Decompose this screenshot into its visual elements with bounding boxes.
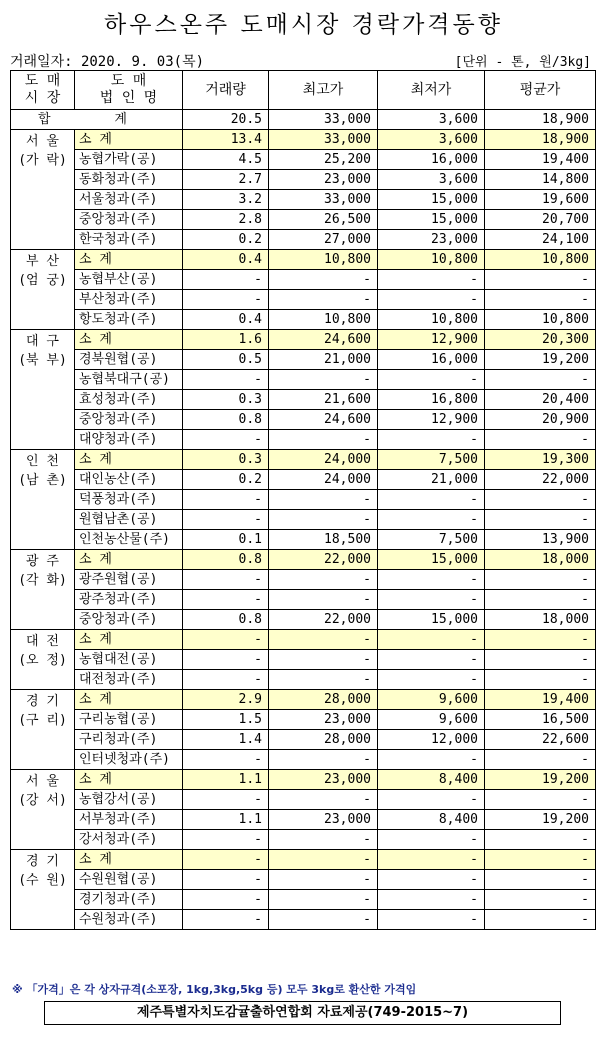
cell-avg: - xyxy=(485,570,596,590)
cell-max: 22,000 xyxy=(269,610,378,630)
table-row xyxy=(11,750,596,770)
cell-min: 12,000 xyxy=(378,730,485,750)
cell-max: - xyxy=(269,890,378,910)
corp-name: 덕풍청과(주) xyxy=(75,490,183,510)
market-name xyxy=(11,770,75,850)
total-avg: 18,900 xyxy=(485,110,596,130)
cell-volume: 1.1 xyxy=(183,770,269,790)
cell-avg: 22,600 xyxy=(485,730,596,750)
cell-volume: - xyxy=(183,510,269,530)
cell-min: - xyxy=(378,750,485,770)
table-row xyxy=(11,230,596,250)
cell-avg: 19,200 xyxy=(485,350,596,370)
corp-name: 소 계 xyxy=(75,450,183,470)
corp-name: 대양청과(주) xyxy=(75,430,183,450)
cell-volume: - xyxy=(183,290,269,310)
table-row xyxy=(11,610,596,630)
market-name-line: 서 울 xyxy=(26,774,59,789)
cell-max: 23,000 xyxy=(269,810,378,830)
cell-min: 15,000 xyxy=(378,550,485,570)
cell-min: - xyxy=(378,510,485,530)
cell-avg: - xyxy=(485,370,596,390)
market-name-line: 부 산 xyxy=(26,254,59,269)
cell-avg: 18,000 xyxy=(485,610,596,630)
cell-avg: - xyxy=(485,910,596,930)
cell-max: - xyxy=(269,490,378,510)
corp-name: 구리청과(주) xyxy=(75,730,183,750)
table-row xyxy=(11,510,596,530)
cell-min: - xyxy=(378,370,485,390)
table-row xyxy=(11,390,596,410)
cell-min: - xyxy=(378,670,485,690)
cell-volume: 0.5 xyxy=(183,350,269,370)
cell-min: 12,900 xyxy=(378,330,485,350)
table-row xyxy=(11,170,596,190)
market-name-line: 광 주 xyxy=(26,554,59,569)
cell-volume: 0.1 xyxy=(183,530,269,550)
cell-min: 9,600 xyxy=(378,710,485,730)
corp-name: 소 계 xyxy=(75,250,183,270)
cell-min: 8,400 xyxy=(378,770,485,790)
table-row xyxy=(11,650,596,670)
cell-min: - xyxy=(378,590,485,610)
subtotal-row xyxy=(11,130,596,150)
page-title: 하우스온주 도매시장 경락가격동향 xyxy=(104,12,503,38)
cell-max: - xyxy=(269,370,378,390)
cell-min: 10,800 xyxy=(378,250,485,270)
cell-min: - xyxy=(378,850,485,870)
cell-avg: 20,400 xyxy=(485,390,596,410)
cell-avg: 22,000 xyxy=(485,470,596,490)
cell-volume: 1.1 xyxy=(183,810,269,830)
table-row xyxy=(11,190,596,210)
header-corp-line2: 법 인 명 xyxy=(99,90,158,106)
cell-avg: - xyxy=(485,850,596,870)
cell-min: - xyxy=(378,270,485,290)
cell-avg: 20,300 xyxy=(485,330,596,350)
cell-min: 8,400 xyxy=(378,810,485,830)
cell-max: - xyxy=(269,290,378,310)
cell-min: 3,600 xyxy=(378,170,485,190)
cell-max: - xyxy=(269,630,378,650)
cell-volume: 1.6 xyxy=(183,330,269,350)
cell-avg: - xyxy=(485,590,596,610)
cell-min: 10,800 xyxy=(378,310,485,330)
corp-name: 대인농산(주) xyxy=(75,470,183,490)
cell-max: - xyxy=(269,870,378,890)
market-name-line: (강 서) xyxy=(18,793,67,808)
cell-avg: 19,600 xyxy=(485,190,596,210)
table-row xyxy=(11,490,596,510)
data-source: 제주특별자치도감귤출하연합회 자료제공(749-2015~7) xyxy=(44,1001,561,1025)
cell-volume: 2.9 xyxy=(183,690,269,710)
table-row xyxy=(11,790,596,810)
cell-volume: - xyxy=(183,790,269,810)
cell-volume: 0.3 xyxy=(183,390,269,410)
total-max: 33,000 xyxy=(269,110,378,130)
cell-max: 23,000 xyxy=(269,710,378,730)
table-row xyxy=(11,350,596,370)
cell-avg: 19,400 xyxy=(485,690,596,710)
market-name-line: (오 정) xyxy=(18,653,67,668)
corp-name: 경기청과(주) xyxy=(75,890,183,910)
market-name-line: 서 울 xyxy=(26,134,59,149)
cell-min: 15,000 xyxy=(378,610,485,630)
cell-max: - xyxy=(269,850,378,870)
corp-name: 광주원협(공) xyxy=(75,570,183,590)
corp-name: 농협강서(공) xyxy=(75,790,183,810)
cell-max: 10,800 xyxy=(269,250,378,270)
cell-volume: - xyxy=(183,570,269,590)
table-row xyxy=(11,710,596,730)
cell-max: 24,000 xyxy=(269,470,378,490)
table-row xyxy=(11,590,596,610)
corp-name: 강서청과(주) xyxy=(75,830,183,850)
market-name-line: (가 락) xyxy=(18,153,67,168)
table-row xyxy=(11,370,596,390)
cell-min: - xyxy=(378,830,485,850)
cell-min: 15,000 xyxy=(378,210,485,230)
cell-max: - xyxy=(269,510,378,530)
cell-max: 33,000 xyxy=(269,130,378,150)
total-row xyxy=(11,110,596,130)
corp-name: 중앙청과(주) xyxy=(75,610,183,630)
table-row xyxy=(11,470,596,490)
corp-name: 소 계 xyxy=(75,550,183,570)
corp-name: 농협부산(공) xyxy=(75,270,183,290)
corp-name: 수원원협(공) xyxy=(75,870,183,890)
corp-name: 농협북대구(공) xyxy=(75,370,183,390)
cell-volume: - xyxy=(183,870,269,890)
cell-avg: - xyxy=(485,870,596,890)
corp-name: 소 계 xyxy=(75,130,183,150)
corp-name: 경북원협(공) xyxy=(75,350,183,370)
table-row xyxy=(11,430,596,450)
cell-volume: - xyxy=(183,590,269,610)
corp-name: 구리농협(공) xyxy=(75,710,183,730)
cell-max: - xyxy=(269,790,378,810)
cell-max: 21,000 xyxy=(269,350,378,370)
cell-volume: 1.4 xyxy=(183,730,269,750)
cell-volume: - xyxy=(183,670,269,690)
cell-volume: 4.5 xyxy=(183,150,269,170)
market-name-line: (구 리) xyxy=(18,713,67,728)
table-row xyxy=(11,910,596,930)
cell-min: 7,500 xyxy=(378,530,485,550)
subtotal-row xyxy=(11,850,596,870)
corp-name: 소 계 xyxy=(75,690,183,710)
unit-label: [단위 - 톤, 원/3kg] xyxy=(454,55,591,70)
header-row xyxy=(11,71,596,110)
cell-min: - xyxy=(378,430,485,450)
total-label: 합 계 xyxy=(11,110,183,130)
cell-min: 16,000 xyxy=(378,150,485,170)
cell-min: - xyxy=(378,650,485,670)
total-volume: 20.5 xyxy=(183,110,269,130)
cell-max: - xyxy=(269,570,378,590)
cell-volume: 0.2 xyxy=(183,230,269,250)
cell-volume: - xyxy=(183,910,269,930)
cell-max: 27,000 xyxy=(269,230,378,250)
cell-avg: 16,500 xyxy=(485,710,596,730)
cell-avg: - xyxy=(485,270,596,290)
cell-max: - xyxy=(269,670,378,690)
corp-name: 인천농산물(주) xyxy=(75,530,183,550)
cell-max: - xyxy=(269,430,378,450)
corp-name: 소 계 xyxy=(75,630,183,650)
cell-min: 9,600 xyxy=(378,690,485,710)
cell-avg: - xyxy=(485,510,596,530)
cell-volume: 0.4 xyxy=(183,310,269,330)
subtotal-row xyxy=(11,690,596,710)
table-row xyxy=(11,150,596,170)
table-row xyxy=(11,830,596,850)
table-row xyxy=(11,410,596,430)
cell-max: 28,000 xyxy=(269,690,378,710)
cell-avg: 19,200 xyxy=(485,770,596,790)
corp-name: 대전청과(주) xyxy=(75,670,183,690)
cell-avg: - xyxy=(485,490,596,510)
corp-name: 인터넷청과(주) xyxy=(75,750,183,770)
header-max: 최고가 xyxy=(269,71,378,110)
cell-max: 21,600 xyxy=(269,390,378,410)
cell-avg: - xyxy=(485,290,596,310)
subtotal-row xyxy=(11,450,596,470)
cell-volume: - xyxy=(183,370,269,390)
cell-max: 22,000 xyxy=(269,550,378,570)
cell-max: - xyxy=(269,650,378,670)
market-name xyxy=(11,330,75,450)
cell-max: 28,000 xyxy=(269,730,378,750)
cell-avg: 18,900 xyxy=(485,130,596,150)
corp-name: 중앙청과(주) xyxy=(75,410,183,430)
cell-avg: 24,100 xyxy=(485,230,596,250)
cell-max: 33,000 xyxy=(269,190,378,210)
subtotal-row xyxy=(11,250,596,270)
cell-min: 7,500 xyxy=(378,450,485,470)
subtotal-row xyxy=(11,770,596,790)
cell-volume: - xyxy=(183,850,269,870)
cell-avg: - xyxy=(485,890,596,910)
cell-volume: - xyxy=(183,270,269,290)
cell-max: 23,000 xyxy=(269,170,378,190)
header-avg: 평균가 xyxy=(485,71,596,110)
corp-name: 광주청과(주) xyxy=(75,590,183,610)
trade-date: 거래일자: 2020. 9. 03(목) xyxy=(10,54,205,70)
market-name xyxy=(11,450,75,550)
corp-name: 농협대전(공) xyxy=(75,650,183,670)
market-name xyxy=(11,550,75,630)
table-row xyxy=(11,810,596,830)
market-name xyxy=(11,250,75,330)
cell-min: - xyxy=(378,790,485,810)
cell-min: - xyxy=(378,290,485,310)
market-name-line: 대 구 xyxy=(26,334,59,349)
cell-min: 23,000 xyxy=(378,230,485,250)
corp-name: 소 계 xyxy=(75,330,183,350)
cell-avg: - xyxy=(485,630,596,650)
cell-volume: 2.7 xyxy=(183,170,269,190)
cell-max: 24,000 xyxy=(269,450,378,470)
corp-name: 부산청과(주) xyxy=(75,290,183,310)
cell-volume: - xyxy=(183,830,269,850)
market-name-line: 경 기 xyxy=(26,694,59,709)
table-row xyxy=(11,570,596,590)
cell-volume: 0.8 xyxy=(183,410,269,430)
market-name-line: 인 천 xyxy=(26,454,59,469)
cell-max: 10,800 xyxy=(269,310,378,330)
header-market xyxy=(11,71,75,110)
cell-avg: - xyxy=(485,650,596,670)
cell-avg: 19,200 xyxy=(485,810,596,830)
table-row xyxy=(11,210,596,230)
cell-max: - xyxy=(269,910,378,930)
cell-min: - xyxy=(378,630,485,650)
cell-volume: - xyxy=(183,490,269,510)
cell-max: - xyxy=(269,830,378,850)
cell-avg: 19,400 xyxy=(485,150,596,170)
cell-max: 18,500 xyxy=(269,530,378,550)
header-corp xyxy=(75,71,183,110)
corp-name: 원협남촌(공) xyxy=(75,510,183,530)
table-row xyxy=(11,270,596,290)
subtotal-row xyxy=(11,330,596,350)
cell-avg: - xyxy=(485,430,596,450)
cell-avg: 10,800 xyxy=(485,310,596,330)
cell-avg: - xyxy=(485,830,596,850)
market-name-line: (북 부) xyxy=(18,353,67,368)
header-min: 최저가 xyxy=(378,71,485,110)
cell-volume: - xyxy=(183,630,269,650)
header-market-line2: 시 장 xyxy=(24,90,61,106)
cell-volume: 13.4 xyxy=(183,130,269,150)
cell-volume: 0.4 xyxy=(183,250,269,270)
subtotal-row xyxy=(11,630,596,650)
table-row xyxy=(11,290,596,310)
corp-name: 한국청과(주) xyxy=(75,230,183,250)
cell-volume: - xyxy=(183,750,269,770)
table-row xyxy=(11,310,596,330)
cell-min: 16,800 xyxy=(378,390,485,410)
market-name xyxy=(11,630,75,690)
cell-avg: 19,300 xyxy=(485,450,596,470)
cell-min: - xyxy=(378,890,485,910)
cell-min: - xyxy=(378,870,485,890)
cell-max: - xyxy=(269,750,378,770)
cell-max: - xyxy=(269,590,378,610)
market-name-line: (각 화) xyxy=(18,573,67,588)
cell-avg: - xyxy=(485,750,596,770)
market-name-line: (수 원) xyxy=(18,873,67,888)
cell-max: 23,000 xyxy=(269,770,378,790)
cell-max: 26,500 xyxy=(269,210,378,230)
market-name-line: (남 촌) xyxy=(18,473,67,488)
corp-name: 농협가락(공) xyxy=(75,150,183,170)
corp-name: 소 계 xyxy=(75,850,183,870)
cell-volume: - xyxy=(183,890,269,910)
cell-volume: - xyxy=(183,430,269,450)
cell-volume: 1.5 xyxy=(183,710,269,730)
table-row xyxy=(11,890,596,910)
header-market-line1: 도 매 xyxy=(24,73,61,89)
cell-avg: 18,000 xyxy=(485,550,596,570)
market-name xyxy=(11,850,75,930)
cell-avg: 14,800 xyxy=(485,170,596,190)
cell-volume: 0.8 xyxy=(183,550,269,570)
cell-min: 21,000 xyxy=(378,470,485,490)
total-min: 3,600 xyxy=(378,110,485,130)
corp-name: 동화청과(주) xyxy=(75,170,183,190)
table-row xyxy=(11,730,596,750)
cell-volume: - xyxy=(183,650,269,670)
cell-min: 15,000 xyxy=(378,190,485,210)
cell-avg: 10,800 xyxy=(485,250,596,270)
cell-max: - xyxy=(269,270,378,290)
header-corp-line1: 도 매 xyxy=(110,73,147,89)
cell-avg: 13,900 xyxy=(485,530,596,550)
subtotal-row xyxy=(11,550,596,570)
corp-name: 수원청과(주) xyxy=(75,910,183,930)
market-name-line: 경 기 xyxy=(26,854,59,869)
cell-min: 12,900 xyxy=(378,410,485,430)
price-table xyxy=(10,70,596,930)
cell-volume: 0.8 xyxy=(183,610,269,630)
cell-min: 16,000 xyxy=(378,350,485,370)
corp-name: 소 계 xyxy=(75,770,183,790)
corp-name: 효성청과(주) xyxy=(75,390,183,410)
table-body xyxy=(11,110,596,930)
market-name-line: 대 전 xyxy=(26,634,59,649)
cell-min: - xyxy=(378,490,485,510)
cell-volume: 2.8 xyxy=(183,210,269,230)
corp-name: 항도청과(주) xyxy=(75,310,183,330)
cell-min: - xyxy=(378,910,485,930)
cell-min: 3,600 xyxy=(378,130,485,150)
market-name xyxy=(11,690,75,770)
cell-avg: 20,700 xyxy=(485,210,596,230)
corp-name: 서부청과(주) xyxy=(75,810,183,830)
header-volume: 거래량 xyxy=(183,71,269,110)
cell-avg: - xyxy=(485,790,596,810)
cell-max: 25,200 xyxy=(269,150,378,170)
market-name-line: (엄 궁) xyxy=(18,273,67,288)
cell-max: 24,600 xyxy=(269,330,378,350)
cell-max: 24,600 xyxy=(269,410,378,430)
table-row xyxy=(11,530,596,550)
cell-volume: 0.2 xyxy=(183,470,269,490)
table-row xyxy=(11,870,596,890)
corp-name: 중앙청과(주) xyxy=(75,210,183,230)
price-note: ※ 「가격」은 각 상자규격(소포장, 1kg,3kg,5kg 등) 모두 3kg로 환산한 가격임 xyxy=(12,983,417,996)
cell-volume: 3.2 xyxy=(183,190,269,210)
corp-name: 서울청과(주) xyxy=(75,190,183,210)
cell-avg: 20,900 xyxy=(485,410,596,430)
table-row xyxy=(11,670,596,690)
cell-volume: 0.3 xyxy=(183,450,269,470)
cell-avg: - xyxy=(485,670,596,690)
cell-min: - xyxy=(378,570,485,590)
market-name xyxy=(11,130,75,250)
